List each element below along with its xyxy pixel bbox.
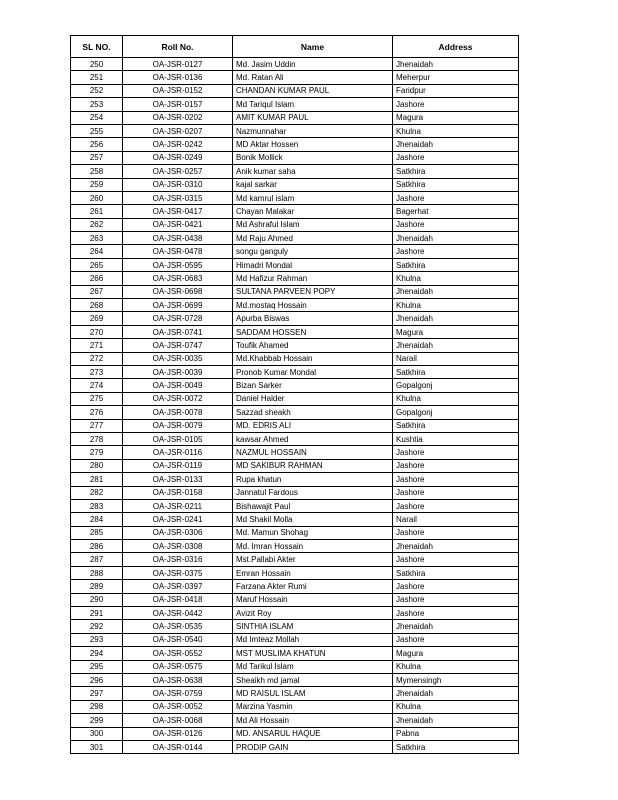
address-cell: Jhenaidah [393,620,519,633]
name-cell: Apurba Biswas [233,312,393,325]
roll-no-cell: OA-JSR-0442 [123,607,233,620]
table-row [71,419,519,432]
roll-no-cell: OA-JSR-0306 [123,526,233,539]
table-row [71,406,519,419]
sl-no-cell: 266 [71,272,123,285]
name-cell: NAZMUL HOSSAIN [233,446,393,459]
roll-no-cell: OA-JSR-0202 [123,111,233,124]
roll-no-cell: OA-JSR-0079 [123,419,233,432]
roll-no-cell: OA-JSR-0540 [123,633,233,646]
header-row [71,36,519,58]
name-cell: Md Ali Hossain [233,714,393,727]
name-cell: Farzana Akter Rumi [233,580,393,593]
address-cell: Jhenaidah [393,312,519,325]
address-cell: Faridpur [393,84,519,97]
candidate-table [70,35,519,754]
roll-no-cell: OA-JSR-0478 [123,245,233,258]
roll-no-cell: OA-JSR-0728 [123,312,233,325]
name-cell: Md kamrul islam [233,191,393,204]
address-cell: Jhenaidah [393,285,519,298]
name-cell: Md.mostaq Hossain [233,299,393,312]
roll-no-cell: OA-JSR-0747 [123,339,233,352]
address-cell: Kushtia [393,432,519,445]
sl-no-cell: 273 [71,365,123,378]
roll-no-cell: OA-JSR-0211 [123,499,233,512]
sl-no-cell: 250 [71,58,123,71]
roll-no-cell: OA-JSR-0127 [123,58,233,71]
roll-no-cell: OA-JSR-0242 [123,138,233,151]
sl-no-cell: 277 [71,419,123,432]
roll-no-cell: OA-JSR-0698 [123,285,233,298]
sl-no-cell: 299 [71,714,123,727]
sl-no-cell: 260 [71,191,123,204]
table-row [71,513,519,526]
name-cell: Md. Jasim Uddin [233,58,393,71]
table-row [71,593,519,606]
address-cell: Satkhira [393,740,519,753]
name-cell: Daniel Halder [233,392,393,405]
name-cell: Mst.Pallabi Akter [233,553,393,566]
table-row [71,339,519,352]
roll-no-cell: OA-JSR-0068 [123,714,233,727]
address-cell: Magura [393,325,519,338]
sl-no-cell: 290 [71,593,123,606]
sl-no-cell: 258 [71,165,123,178]
roll-no-cell: OA-JSR-0052 [123,700,233,713]
table-row [71,607,519,620]
sl-no-cell: 270 [71,325,123,338]
roll-no-cell: OA-JSR-0595 [123,258,233,271]
sl-no-cell: 291 [71,607,123,620]
name-cell: Md. Mamun Shohag [233,526,393,539]
sl-no-cell: 261 [71,205,123,218]
table-row [71,700,519,713]
name-cell: Md. Imran Hossain [233,540,393,553]
table-row [71,272,519,285]
name-cell: MD. ANSARUL HAQUE [233,727,393,740]
name-cell: Md Tariqul Islam [233,98,393,111]
table-row [71,205,519,218]
sl-no-cell: 284 [71,513,123,526]
table-row [71,687,519,700]
roll-no-cell: OA-JSR-0072 [123,392,233,405]
table-row [71,392,519,405]
sl-no-cell: 295 [71,660,123,673]
name-cell: Nazmunnahar [233,124,393,137]
sl-no-cell: 265 [71,258,123,271]
roll-no-cell: OA-JSR-0699 [123,299,233,312]
table-row [71,124,519,137]
sl-no-cell: 288 [71,566,123,579]
table-row [71,325,519,338]
name-cell: MD RAISUL ISLAM [233,687,393,700]
address-cell: Satkhira [393,365,519,378]
address-cell: Jhenaidah [393,714,519,727]
address-cell: Jashore [393,499,519,512]
name-cell: Md Hafizur Rahman [233,272,393,285]
name-cell: AMIT KUMAR PAUL [233,111,393,124]
table-row [71,312,519,325]
table-body [71,58,519,754]
name-cell: Md.Khabbab Hossain [233,352,393,365]
name-cell: Sheaikh md jamal [233,673,393,686]
name-cell: SINTHIA ISLAM [233,620,393,633]
roll-no-cell: OA-JSR-0257 [123,165,233,178]
table-row [71,526,519,539]
roll-no-cell: OA-JSR-0759 [123,687,233,700]
roll-no-cell: OA-JSR-0207 [123,124,233,137]
address-cell: Narail [393,513,519,526]
sl-no-cell: 278 [71,432,123,445]
table-row [71,727,519,740]
roll-no-cell: OA-JSR-0133 [123,473,233,486]
sl-no-cell: 271 [71,339,123,352]
address-cell: Pabna [393,727,519,740]
sl-no-cell: 251 [71,71,123,84]
address-cell: Jashore [393,473,519,486]
name-cell: Anik kumar saha [233,165,393,178]
roll-no-cell: OA-JSR-0535 [123,620,233,633]
sl-no-cell: 292 [71,620,123,633]
table-row [71,714,519,727]
table-row [71,232,519,245]
header-address: Address [393,36,519,58]
sl-no-cell: 285 [71,526,123,539]
table-row [71,165,519,178]
sl-no-cell: 257 [71,151,123,164]
name-cell: Rupa khatun [233,473,393,486]
address-cell: Jashore [393,593,519,606]
roll-no-cell: OA-JSR-0241 [123,513,233,526]
sl-no-cell: 296 [71,673,123,686]
address-cell: Mymensingh [393,673,519,686]
roll-no-cell: OA-JSR-0417 [123,205,233,218]
sl-no-cell: 297 [71,687,123,700]
sl-no-cell: 262 [71,218,123,231]
sl-no-cell: 294 [71,647,123,660]
address-cell: Jashore [393,446,519,459]
table-row [71,365,519,378]
address-cell: Meherpur [393,71,519,84]
table-row [71,71,519,84]
address-cell: Satkhira [393,419,519,432]
name-cell: Md. Ratan Ali [233,71,393,84]
table-row [71,379,519,392]
table-row [71,673,519,686]
sl-no-cell: 272 [71,352,123,365]
table-row [71,580,519,593]
sl-no-cell: 255 [71,124,123,137]
sl-no-cell: 281 [71,473,123,486]
roll-no-cell: OA-JSR-0575 [123,660,233,673]
table-row [71,620,519,633]
table-row [71,285,519,298]
table-row [71,84,519,97]
address-cell: Satkhira [393,258,519,271]
address-cell: Jhenaidah [393,339,519,352]
roll-no-cell: OA-JSR-0119 [123,459,233,472]
roll-no-cell: OA-JSR-0418 [123,593,233,606]
name-cell: Himadri Mondal [233,258,393,271]
address-cell: Jashore [393,486,519,499]
address-cell: Magura [393,111,519,124]
table-row [71,98,519,111]
sl-no-cell: 252 [71,84,123,97]
address-cell: Jashore [393,553,519,566]
sl-no-cell: 282 [71,486,123,499]
address-cell: Jhenaidah [393,540,519,553]
table-row [71,191,519,204]
address-cell: Jashore [393,607,519,620]
address-cell: Satkhira [393,178,519,191]
address-cell: Jashore [393,580,519,593]
roll-no-cell: OA-JSR-0152 [123,84,233,97]
roll-no-cell: OA-JSR-0105 [123,432,233,445]
table-header [71,36,519,58]
name-cell: kawsar Ahmed [233,432,393,445]
sl-no-cell: 301 [71,740,123,753]
name-cell: Toufik Ahamed [233,339,393,352]
roll-no-cell: OA-JSR-0421 [123,218,233,231]
sl-no-cell: 289 [71,580,123,593]
name-cell: songu ganguly [233,245,393,258]
roll-no-cell: OA-JSR-0136 [123,71,233,84]
roll-no-cell: OA-JSR-0144 [123,740,233,753]
sl-no-cell: 256 [71,138,123,151]
address-cell: Jhenaidah [393,58,519,71]
sl-no-cell: 298 [71,700,123,713]
name-cell: Md Imteaz Mollah [233,633,393,646]
address-cell: Narail [393,352,519,365]
table-row [71,111,519,124]
name-cell: Maruf Hossain [233,593,393,606]
name-cell: kajal sarkar [233,178,393,191]
address-cell: Satkhira [393,566,519,579]
roll-no-cell: OA-JSR-0741 [123,325,233,338]
table-row [71,138,519,151]
roll-no-cell: OA-JSR-0310 [123,178,233,191]
table-row [71,459,519,472]
sl-no-cell: 279 [71,446,123,459]
table-row [71,432,519,445]
name-cell: Md Raju Ahmed [233,232,393,245]
address-cell: Jashore [393,218,519,231]
name-cell: Bizan Sarker [233,379,393,392]
table-row [71,740,519,753]
address-cell: Jhenaidah [393,232,519,245]
table-row [71,258,519,271]
address-cell: Khulna [393,700,519,713]
name-cell: Avizit Roy [233,607,393,620]
roll-no-cell: OA-JSR-0116 [123,446,233,459]
table-row [71,499,519,512]
table-row [71,245,519,258]
sl-no-cell: 300 [71,727,123,740]
table-row [71,540,519,553]
name-cell: MD SAKIBUR RAHMAN [233,459,393,472]
sl-no-cell: 280 [71,459,123,472]
address-cell: Magura [393,647,519,660]
sl-no-cell: 293 [71,633,123,646]
table-row [71,566,519,579]
name-cell: Chayan Malakar [233,205,393,218]
address-cell: Khulna [393,660,519,673]
address-cell: Jashore [393,151,519,164]
name-cell: Bonik Mollick [233,151,393,164]
sl-no-cell: 264 [71,245,123,258]
address-cell: Khulna [393,299,519,312]
roll-no-cell: OA-JSR-0316 [123,553,233,566]
roll-no-cell: OA-JSR-0157 [123,98,233,111]
sl-no-cell: 267 [71,285,123,298]
table-row [71,299,519,312]
roll-no-cell: OA-JSR-0397 [123,580,233,593]
name-cell: Emran Hossain [233,566,393,579]
roll-no-cell: OA-JSR-0638 [123,673,233,686]
roll-no-cell: OA-JSR-0035 [123,352,233,365]
address-cell: Khulna [393,392,519,405]
roll-no-cell: OA-JSR-0078 [123,406,233,419]
roll-no-cell: OA-JSR-0375 [123,566,233,579]
header-sl-no: SL NO. [71,36,123,58]
roll-no-cell: OA-JSR-0126 [123,727,233,740]
name-cell: MD. EDRIS ALI [233,419,393,432]
address-cell: Jashore [393,633,519,646]
table-row [71,151,519,164]
address-cell: Bagerhat [393,205,519,218]
header-name: Name [233,36,393,58]
roll-no-cell: OA-JSR-0308 [123,540,233,553]
address-cell: Jashore [393,98,519,111]
name-cell: SULTANA PARVEEN POPY [233,285,393,298]
address-cell: Jashore [393,245,519,258]
address-cell: Khulna [393,272,519,285]
name-cell: MST MUSLIMA KHATUN [233,647,393,660]
candidate-list-sheet [70,35,519,754]
table-row [71,633,519,646]
sl-no-cell: 259 [71,178,123,191]
table-row [71,178,519,191]
name-cell: Sazzad sheakh [233,406,393,419]
name-cell: MD Aktar Hossen [233,138,393,151]
address-cell: Jashore [393,191,519,204]
name-cell: PRODIP GAIN [233,740,393,753]
sl-no-cell: 286 [71,540,123,553]
roll-no-cell: OA-JSR-0249 [123,151,233,164]
roll-no-cell: OA-JSR-0039 [123,365,233,378]
name-cell: Pronob Kumar Mondal [233,365,393,378]
header-roll-no: Roll No. [123,36,233,58]
table-row [71,473,519,486]
name-cell: Jannatul Fardous [233,486,393,499]
address-cell: Khulna [393,124,519,137]
roll-no-cell: OA-JSR-0049 [123,379,233,392]
sl-no-cell: 274 [71,379,123,392]
name-cell: Md Ashraful Islam [233,218,393,231]
address-cell: Gopalgonj [393,406,519,419]
table-row [71,647,519,660]
roll-no-cell: OA-JSR-0683 [123,272,233,285]
table-row [71,446,519,459]
sl-no-cell: 275 [71,392,123,405]
table-row [71,660,519,673]
sl-no-cell: 283 [71,499,123,512]
address-cell: Satkhira [393,165,519,178]
roll-no-cell: OA-JSR-0158 [123,486,233,499]
address-cell: Jashore [393,459,519,472]
sl-no-cell: 268 [71,299,123,312]
name-cell: SADDAM HOSSEN [233,325,393,338]
address-cell: Jhenaidah [393,687,519,700]
sl-no-cell: 287 [71,553,123,566]
name-cell: Marzina Yasmin [233,700,393,713]
table-row [71,352,519,365]
name-cell: Md Shakil Molla [233,513,393,526]
address-cell: Jashore [393,526,519,539]
sl-no-cell: 263 [71,232,123,245]
table-row [71,58,519,71]
table-row [71,218,519,231]
address-cell: Gopalgonj [393,379,519,392]
table-row [71,486,519,499]
table-row [71,553,519,566]
name-cell: CHANDAN KUMAR PAUL [233,84,393,97]
roll-no-cell: OA-JSR-0315 [123,191,233,204]
sl-no-cell: 254 [71,111,123,124]
name-cell: Bishawajit Paul [233,499,393,512]
address-cell: Jhenaidah [393,138,519,151]
sl-no-cell: 269 [71,312,123,325]
name-cell: Md Tarikul Islam [233,660,393,673]
sl-no-cell: 276 [71,406,123,419]
roll-no-cell: OA-JSR-0552 [123,647,233,660]
roll-no-cell: OA-JSR-0438 [123,232,233,245]
sl-no-cell: 253 [71,98,123,111]
